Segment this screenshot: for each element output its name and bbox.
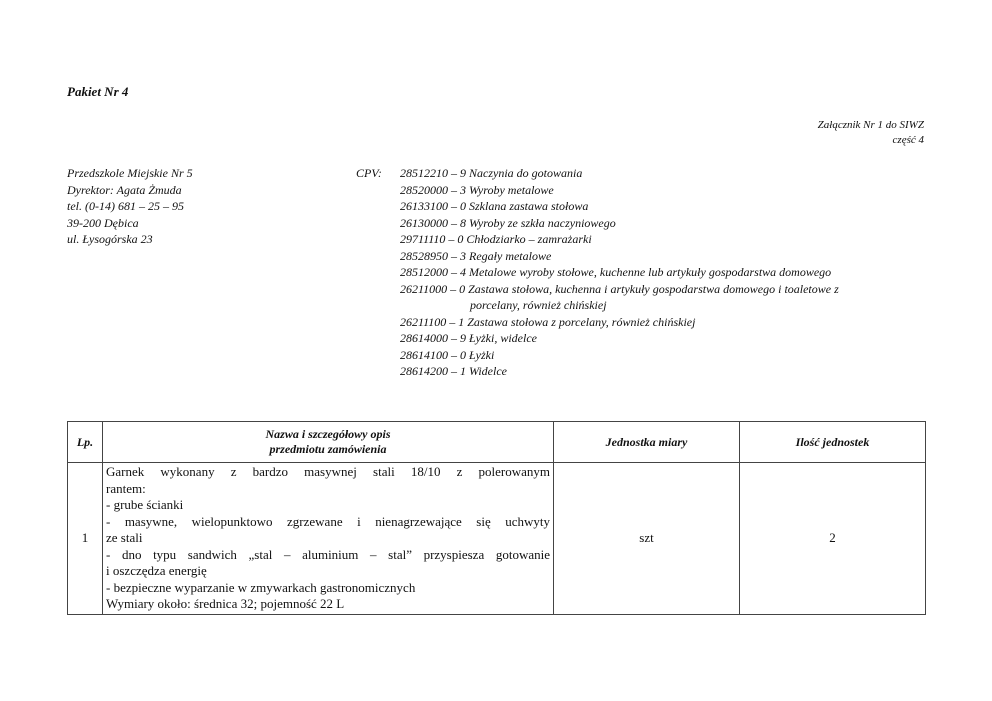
- cpv-code-item: 26130000 – 8 Wyroby ze szkła naczyniowego: [400, 215, 616, 230]
- order-items-table: [67, 421, 926, 615]
- cpv-code-item: 26133100 – 0 Szklana zastawa stołowa: [400, 199, 589, 213]
- description-line: rantem:: [106, 480, 146, 496]
- column-header-lp: Lp.: [68, 422, 103, 463]
- cpv-code-item: 28512210 – 9 Naczynia do gotowania: [400, 166, 583, 180]
- cpv-code-item: 28520000 – 3 Wyroby metalowe: [400, 182, 554, 197]
- row-lp: 1: [68, 463, 103, 615]
- column-header-name: [103, 422, 554, 463]
- cpv-code-item: 26211000 – 0 Zastawa stołowa, kuchenna i artykuły gospodarstwa domowego i toaletowe z: [400, 281, 839, 296]
- annex-line-1: Załącznik Nr 1 do SIWZ: [817, 119, 924, 131]
- orderer-name: Przedszkole Miejskie Nr 5: [67, 166, 193, 180]
- column-header-name-line-1: Nazwa i szczegółowy opis: [265, 427, 391, 441]
- cpv-code-item: 28528950 – 3 Regały metalowe: [400, 248, 552, 263]
- annex-reference: [818, 118, 924, 148]
- orderer-director: Dyrektor: Agata Żmuda: [67, 182, 182, 197]
- table-header-row: [68, 422, 926, 463]
- cpv-code-item: 29711110 – 0 Chłodziarko – zamrażarki: [400, 232, 592, 246]
- orderer-street: ul. Łysogórska 23: [67, 232, 153, 246]
- description-line: - dno typu sandwich „stal – aluminium – stal” przyspiesza gotowanie: [106, 546, 550, 562]
- row-description: [103, 463, 554, 615]
- description-line: - masywne, wielopunktowo zgrzewane i nienagrzewające się uchwyty: [106, 513, 550, 529]
- row-unit: szt: [554, 463, 740, 615]
- description-line: - grube ścianki: [106, 497, 184, 512]
- description-line: Garnek wykonany z bardzo masywnej stali 18/10 z polerowanym: [106, 464, 550, 479]
- column-header-unit: Jednostka miary: [554, 422, 740, 463]
- cpv-code-list: [400, 165, 940, 380]
- orderer-postal-city: 39-200 Dębica: [67, 215, 139, 230]
- cpv-code-item: 28512000 – 4 Metalowe wyroby stołowe, kuchenne lub artykuły gospodarstwa domowego: [400, 265, 832, 279]
- page-title: Pakiet Nr 4: [67, 84, 129, 99]
- row-quantity: 2: [740, 463, 926, 615]
- column-header-name-line-2: przedmiotu zamówienia: [269, 442, 387, 456]
- orderer-phone: tel. (0-14) 681 – 25 – 95: [67, 199, 184, 213]
- cpv-code-item: 28614100 – 0 Łyżki: [400, 347, 495, 362]
- cpv-label: CPV:: [356, 166, 382, 180]
- cpv-code-item: 28614200 – 1 Widelce: [400, 364, 507, 378]
- description-line: ze stali: [106, 530, 143, 545]
- orderer-address-block: [67, 165, 193, 248]
- table-row: [68, 463, 926, 615]
- annex-line-2: część 4: [892, 134, 924, 146]
- description-line: Wymiary około: średnica 32; pojemność 22 L: [106, 596, 345, 611]
- cpv-code-item-continuation: porcelany, również chińskiej: [470, 298, 607, 312]
- cpv-code-item: 26211100 – 1 Zastawa stołowa z porcelany, również chińskiej: [400, 314, 696, 329]
- description-line: i oszczędza energię: [106, 563, 207, 578]
- cpv-code-item: 28614000 – 9 Łyżki, widelce: [400, 331, 537, 345]
- column-header-quantity: Ilość jednostek: [740, 422, 926, 463]
- description-line: - bezpieczne wyparzanie w zmywarkach gastronomicznych: [106, 579, 416, 595]
